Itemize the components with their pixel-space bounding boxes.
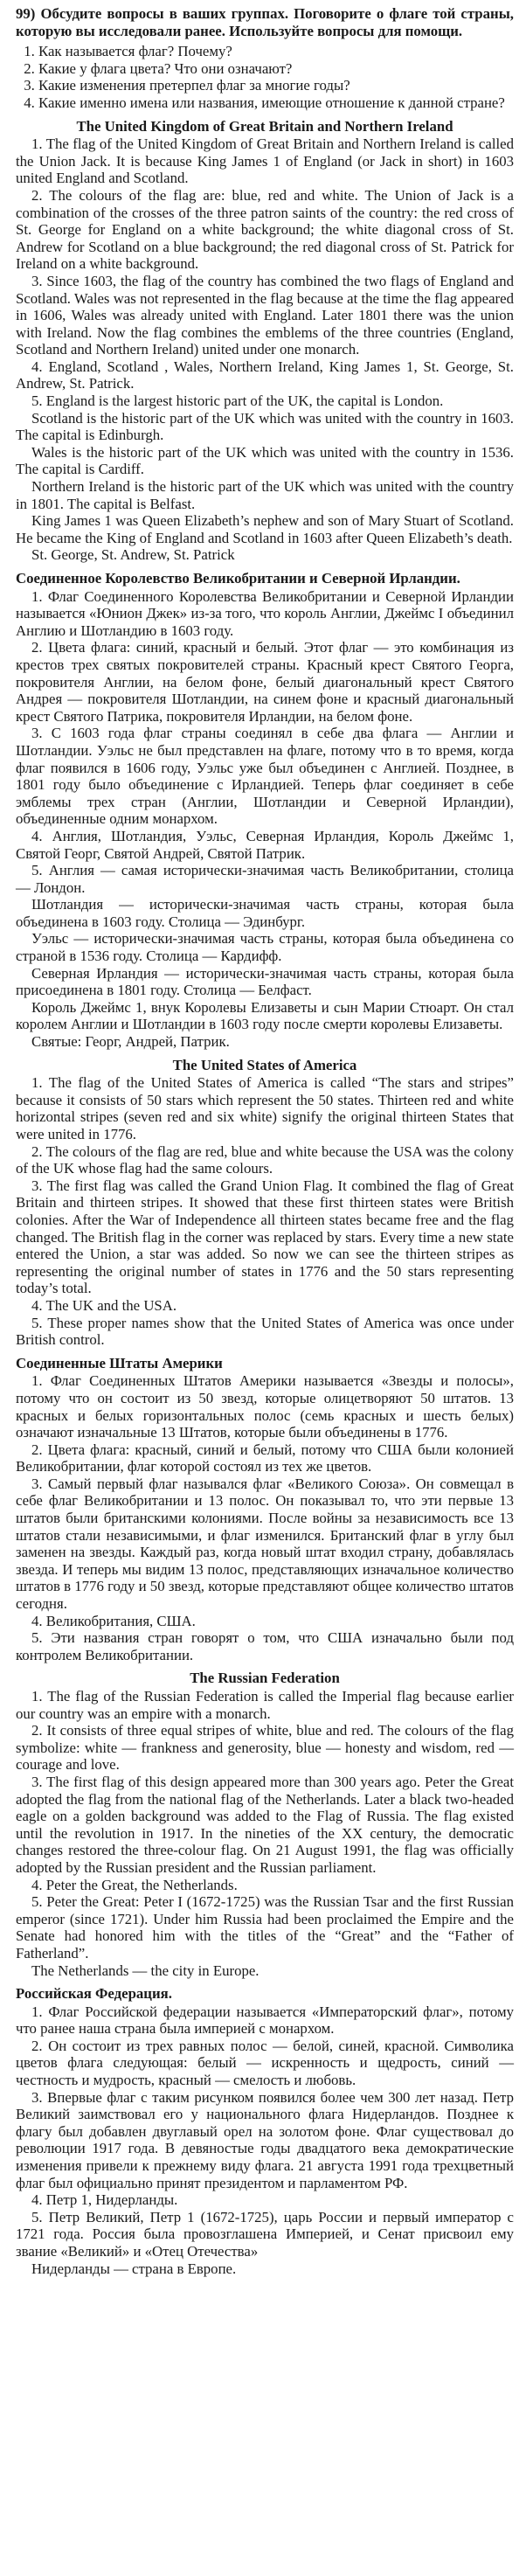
section-paragraph: 1. The flag of the United Kingdom of Great Britain and Northern Ireland is called the Union Jack. It is because King James 1 of England (or Jack in short) in 1603 united England and Scotland. bbox=[16, 135, 514, 187]
section-paragraph: 3. Since 1603, the flag of the country has combined the two flags of England and Scotland. Wales was not represented in the flag because at the time the flag appeared in 1606, Wales was already united with England. Later 1801 there was the union with Ireland. Now the flag combines the emblems of the three countries (England, Scotland and Northern Ireland) united under one monarch. bbox=[16, 272, 514, 358]
section-paragraph: Шотландия — исторически-значимая часть страны, которая была объединена в 1603 году. Столица — Эдинбург. bbox=[16, 896, 514, 930]
section-paragraph: 2. The colours of the flag are red, blue and white because the USA was the colony of the UK whose flag had the same colours. bbox=[16, 1142, 514, 1177]
question-item: 4. Какие именно имена или названия, имеющие отношение к данной стране? bbox=[38, 94, 514, 112]
sections-container bbox=[16, 118, 514, 2278]
exercise-task: 99) Обсудите вопросы в ваших группах. Поговорите о флаге той страны, которую вы исследовали ранее. Используйте вопросы для помощи. bbox=[16, 5, 514, 39]
section-paragraph: 5. Петр Великий, Петр 1 (1672-1725), царь России и первый император с 1721 года. Россия была провозглашена Империей, и Сенат присвоил ему звание «Великий» и «Отец Отечества» bbox=[16, 2208, 514, 2260]
section-paragraph: Уэльс — исторически-значимая часть страны, которая была объединена со страной в 1536 году. Столица — Кардифф. bbox=[16, 930, 514, 965]
section-paragraph: 2. The colours of the flag are: blue, red and white. The Union of Jack is a combination of the crosses of the three patron saints of the country: the red cross of St. George for England on a white background; the white diagonal cross of St. Andrew for Scotland on a blue background; the red diagonal cross of St. Patrick for Ireland on a white background. bbox=[16, 186, 514, 273]
section-paragraph: 5. Peter the Great: Peter I (1672-1725) was the Russian Tsar and the first Russian emperor (since 1721). Under him Russia had been proclaimed the Empire and the Senate had honored him with the titles of the “Great” and the “Father of Fatherland”. bbox=[16, 1893, 514, 1962]
section-paragraph: 5. These proper names show that the United States of America was once under British control. bbox=[16, 1314, 514, 1349]
section-title: Соединенное Королевство Великобритании и Северной Ирландии. bbox=[16, 570, 460, 587]
section-paragraph: 2. Цвета флага: синий, красный и белый. Этот флаг — это комбинация из крестов трех святых покровителей страны. Красный крест Святого Георга, покровителя Англии, на белом фоне, белый диагональный крест Святого Андрея — покровителя Шотландии, на синем фоне и красный диагональный крест Святого Патрика, покровителя Ирландии, на белом фоне. bbox=[16, 639, 514, 725]
question-list bbox=[16, 43, 514, 111]
question-item: 3. Какие изменения претерпел флаг за многие годы? bbox=[38, 77, 514, 94]
section-paragraph: Northern Ireland is the historic part of the UK which was united with the country in 1801. The capital is Belfast. bbox=[16, 478, 514, 512]
section-paragraph: 5. Англия — самая исторически-значимая часть Великобритании, столица — Лондон. bbox=[16, 862, 514, 896]
section-paragraph: Wales is the historic part of the UK which was united with the country in 1536. The capital is Cardiff. bbox=[16, 443, 514, 478]
section-paragraph: Святые: Георг, Андрей, Патрик. bbox=[31, 1033, 230, 1051]
country-section bbox=[16, 1985, 514, 2277]
country-section bbox=[16, 1355, 514, 1664]
section-paragraph: 2. Цвета флага: красный, синий и белый, потому что США были колонией Великобритании, флаг которой состоял из тех же цветов. bbox=[16, 1441, 514, 1475]
section-paragraph: 1. Флаг Российской федерации называется «Императорский флаг», потому что ранее наша страна была империей с монархом. bbox=[16, 2003, 514, 2038]
section-paragraph: King James 1 was Queen Elizabeth’s nephew and son of Mary Stuart of Scotland. He became the King of England and Scotland in 1603 after Queen Elizabeth’s death. bbox=[16, 512, 514, 546]
country-section bbox=[16, 1670, 514, 1979]
question-item: 1. Как называется флаг? Почему? bbox=[38, 43, 514, 60]
section-title: The United States of America bbox=[172, 1056, 357, 1073]
section-paragraph: 1. Флаг Соединенного Королевства Великобритании и Северной Ирландии называется «Юнион Джек» из-за того, что король Англии, Джеймс I объединил Англию и Шотландию в 1603 году. bbox=[16, 587, 514, 639]
section-paragraph: 5. England is the largest historic part of the UK, the capital is London. bbox=[31, 392, 444, 410]
section-paragraph: 2. Он состоит из трех равных полос — белой, синей, красной. Символика цветов флага следующая: белый — искренность и щедрость, синий — честность и мудрость, красный — смелость и любовь. bbox=[16, 2037, 514, 2089]
section-title: The United Kingdom of Great Britain and Northern Ireland bbox=[76, 117, 453, 135]
section-paragraph: 1. The flag of the Russian Federation is called the Imperial flag because earlier our country was an empire with a monarch. bbox=[16, 1688, 514, 1722]
section-paragraph: Scotland is the historic part of the UK which was united with the country in 1603. The capital is Edinburgh. bbox=[16, 409, 514, 444]
section-paragraph: 1. The flag of the United States of America is called “The stars and stripes” because it consists of 50 stars which represent the 50 states. Thirteen red and white horizontal stripes (seven red and six white) signify the original thirteen States that were united in 1776. bbox=[16, 1074, 514, 1142]
question-item: 2. Какие у флага цвета? Что они означают? bbox=[38, 60, 514, 78]
section-paragraph: 4. The UK and the USA. bbox=[31, 1296, 177, 1314]
section-paragraph: 4. Великобритания, США. bbox=[31, 1612, 196, 1629]
section-paragraph: 2. It consists of three equal stripes of white, blue and red. The colours of the flag symbolize: white — frankness and generosity, blue — honesty and wisdom, red — courage and love. bbox=[16, 1722, 514, 1774]
section-paragraph: 5. Эти названия стран говорят о том, что США изначально были под контролем Великобритании. bbox=[16, 1629, 514, 1663]
section-paragraph: 3. The first flag of this design appeared more than 300 years ago. Peter the Great adopted the flag from the national flag of the Netherlands. Later a black two-headed eagle on a golden background was added to the Flag of Russia. The flag existed until the revolution in 1917. In the nineties of the XX century, the democratic changes restored the three-colour flag. On 21 August 1991, the flag was officially adopted by the Russian president and the Russian parliament. bbox=[16, 1773, 514, 1876]
section-paragraph: Нидерланды — страна в Европе. bbox=[31, 2260, 237, 2277]
section-paragraph: 3. Впервые флаг с таким рисунком появился более чем 300 лет назад. Петр Великий заимствовал его у национального флага Нидерландов. Позднее к флагу был добавлен двуглавый орел на золотом фоне. Флаг существовал до революции 1917 года. В девяностые годы двадцатого века демократические изменения привели к прежнему виду флага. 21 августа 1991 года трехцветный флаг был официально принят президентом и парламентом РФ. bbox=[16, 2088, 514, 2191]
section-paragraph: 4. Peter the Great, the Netherlands. bbox=[31, 1876, 238, 1893]
section-title: The Russian Federation bbox=[190, 1670, 340, 1687]
section-paragraph: 4. England, Scotland , Wales, Northern Ireland, King James 1, St. George, St. Andrew, St. Patrick. bbox=[16, 358, 514, 392]
section-paragraph: 3. Самый первый флаг назывался флаг «Великого Союза». Он совмещал в себе флаг Великобритании и 13 полос. Он показывал то, что эти первые 13 штатов были британскими колониями. После войны за независимость все 13 штатов стали независимыми, и флаг изменился. Британский флаг в углу был заменен на звезды. Каждый раз, когда новый штат входил страну, добавлялась звезда. И теперь мы видим 13 полос, представляющих изначальное количество штатов в 1776 году и 50 звезд, которые представляют общее количество штатов сегодня. bbox=[16, 1475, 514, 1613]
section-paragraph: Северная Ирландия — исторически-значимая часть страны, которая была присоединена в 1801 году. Столица — Белфаст. bbox=[16, 964, 514, 999]
section-paragraph: 3. The first flag was called the Grand Union Flag. It combined the flag of Great Britain and thirteen stripes. It showed that these first thirteen states were British colonies. After the War of Independence all thirteen states became free and the flag changed. The British flag in the corner was replaced by stars. Every time a new state entered the Union, a star was added. So now we can see the thirteen stripes as representing the original number of states in 1776 and the 50 stars representing today’s total. bbox=[16, 1177, 514, 1297]
section-paragraph: Король Джеймс 1, внук Королевы Елизаветы и сын Марии Стюарт. Он стал королем Англии и Шотландии в 1603 году после смерти королевы Елизаветы. bbox=[16, 998, 514, 1033]
country-section bbox=[16, 118, 514, 564]
section-paragraph: St. George, St. Andrew, St. Patrick bbox=[31, 546, 235, 564]
section-title: Соединенные Штаты Америки bbox=[16, 1354, 223, 1371]
section-paragraph: 4. Англия, Шотландия, Уэльс, Северная Ирландия, Король Джеймс 1, Святой Георг, Святой Андрей, Святой Патрик. bbox=[16, 827, 514, 862]
section-title: Российская Федерация. bbox=[16, 1985, 172, 2003]
section-paragraph: 4. Петр 1, Нидерланды. bbox=[31, 2191, 178, 2209]
country-section bbox=[16, 570, 514, 1051]
country-section bbox=[16, 1057, 514, 1349]
section-paragraph: 3. С 1603 года флаг страны соединял в себе два флага — Англии и Шотландии. Уэльс не был представлен на флаге, потому что в то время, когда флаг появился в 1606 году, Уэльс уже был объединен с Англией. Позднее, в 1801 году было объединение с Ирландией. Теперь флаг соединяет в себе эмблемы трех стран (Англии, Шотландии и Северной Ирландии), объединенные одним монархом. bbox=[16, 725, 514, 828]
section-paragraph: The Netherlands — the city in Europe. bbox=[31, 1962, 260, 1979]
section-paragraph: 1. Флаг Соединенных Штатов Америки называется «Звезды и полосы», потому что он состоит из 50 звезд, которые олицетворяют 50 штатов. 13 красных и белых горизонтальных полос (семь красных и шесть белых) означают изначальные 13 Штатов, которые были объединены в 1776. bbox=[16, 1372, 514, 1441]
